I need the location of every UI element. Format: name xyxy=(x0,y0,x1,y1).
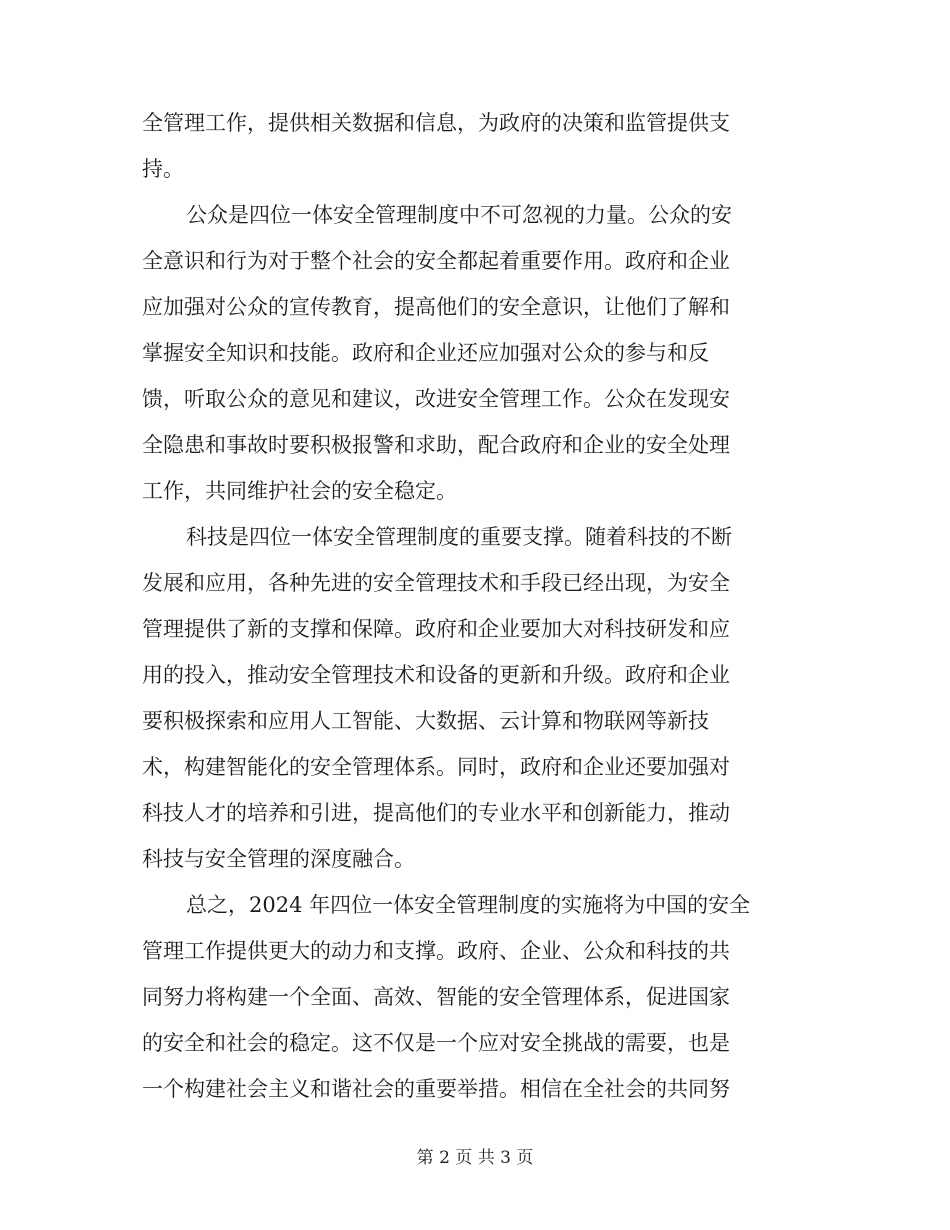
text-line: 同努力将构建一个全面、高效、智能的安全管理体系，促进国家 xyxy=(142,985,730,1009)
text-line: 科技与安全管理的深度融合。 xyxy=(142,847,415,871)
document-body xyxy=(142,100,802,1112)
text-line: 应加强对公众的宣传教育，提高他们的安全意识，让他们了解和 xyxy=(142,295,730,319)
text-line: 掌握安全知识和技能。政府和企业还应加强对公众的参与和反 xyxy=(142,341,709,365)
paragraph-start-line: 科技是四位一体安全管理制度的重要支撑。随着科技的不断 xyxy=(186,525,732,549)
text-line: 全隐患和事故时要积极报警和求助，配合政府和企业的安全处理 xyxy=(142,433,730,457)
text-line: 要积极探索和应用人工智能、大数据、云计算和物联网等新技 xyxy=(142,709,709,733)
page-number-footer: 第 2 页 共 3 页 xyxy=(416,1148,534,1168)
text-line: 发展和应用，各种先进的安全管理技术和手段已经出现，为安全 xyxy=(142,571,730,595)
text-line: 一个构建社会主义和谐社会的重要举措。相信在全社会的共同努 xyxy=(142,1077,730,1101)
text-line: 科技人才的培养和引进，提高他们的专业水平和创新能力，推动 xyxy=(142,801,730,825)
text-line: 用的投入，推动安全管理技术和设备的更新和升级。政府和企业 xyxy=(142,663,730,687)
text-line: 全意识和行为对于整个社会的安全都起着重要作用。政府和企业 xyxy=(142,249,730,273)
text-line: 的安全和社会的稳定。这不仅是一个应对安全挑战的需要，也是 xyxy=(142,1031,730,1055)
text-line: 管理工作提供更大的动力和支撑。政府、企业、公众和科技的共 xyxy=(142,939,730,963)
text-line: 持。 xyxy=(142,157,184,181)
text-line: 术，构建智能化的安全管理体系。同时，政府和企业还要加强对 xyxy=(142,755,730,779)
text-line: 管理提供了新的支撑和保障。政府和企业要加大对科技研发和应 xyxy=(142,617,730,641)
paragraph-start-line: 公众是四位一体安全管理制度中不可忽视的力量。公众的安 xyxy=(186,203,732,227)
paragraph-start-line: 总之，2024 年四位一体安全管理制度的实施将为中国的安全 xyxy=(186,893,751,917)
text-line: 工作，共同维护社会的安全稳定。 xyxy=(142,479,457,503)
text-line: 全管理工作，提供相关数据和信息，为政府的决策和监管提供支 xyxy=(142,111,730,135)
text-line: 馈，听取公众的意见和建议，改进安全管理工作。公众在发现安 xyxy=(142,387,730,411)
